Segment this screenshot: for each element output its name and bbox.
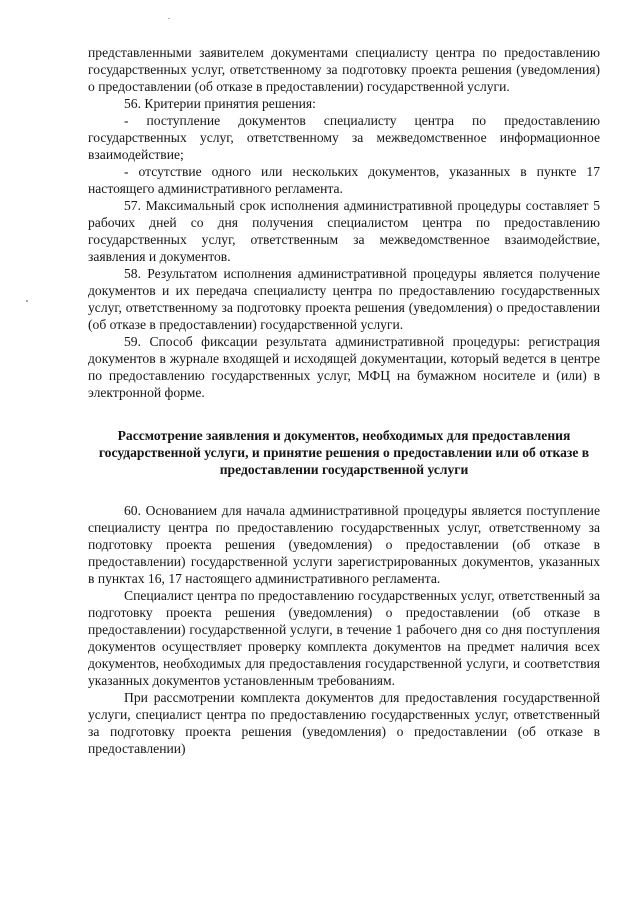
paragraph-56-item-2: - отсутствие одного или нескольких документов, указанных в пункте 17 настоящего административного регламента. [88, 164, 600, 196]
document-page [88, 44, 600, 757]
paragraph-57: 57. Максимальный срок исполнения административной процедуры составляет 5 рабочих дней со дня получения специалистом центра по предоставлению государственных услуг, ответственным за межведомственное взаимодействие, заявления и документов. [88, 198, 600, 264]
paragraph-56-title: 56. Критерии принятия решения: [124, 96, 316, 111]
paragraph-61: Специалист центра по предоставлению государственных услуг, ответственный за подготовку проекта решения (уведомления) о предоставлении (об отказе в предоставлении) государственной услуги, в течение 1 рабочего дня со дня поступления документов осуществляет проверку комплекта документов на предмет наличия всех документов, необходимых для предоставления государственной услуги, и соответствия указанных документов установленным требованиям. [88, 588, 600, 688]
paragraph-59: 59. Способ фиксации результата административной процедуры: регистрация документов в журнале входящей и исходящей документации, который ведется в центре по предоставлению государственных услуг, МФЦ на бумажном носителе и (или) в электронной форме. [88, 334, 600, 400]
paragraph-continuation: представленными заявителем документами специалисту центра по предоставлению государственных услуг, ответственному за подготовку проекта решения (уведомления) о предоставлении (об отказе в предоставлении) государственной услуги. [88, 45, 600, 94]
paragraph-56-item-1: - поступление документов специалисту центра по предоставлению государственных услуг, ответственному за межведомственное информационное взаимодействие; [88, 113, 600, 162]
scan-speck [26, 300, 28, 302]
paragraph-58: 58. Результатом исполнения административной процедуры является получение документов и их передача специалисту центра по предоставлению государственных услуг, ответственному за подготовку проекта решения (уведомления) о предоставлении (об отказе в предоставлении) государственной услуги. [88, 266, 600, 332]
paragraph-62: При рассмотрении комплекта документов для предоставления государственной услуги, специалист центра по предоставлению государственных услуг, ответственный за подготовку проекта решения (уведомления) о предоставлении (об отказе в предоставлении) [88, 690, 600, 756]
section-heading: Рассмотрение заявления и документов, необходимых для предоставления государственной услуги, и принятие решения о предоставлении или об отказе в предоставлении государственной услуги [98, 428, 590, 477]
scan-speck [168, 18, 170, 19]
paragraph-60: 60. Основанием для начала административной процедуры является поступление специалисту центра по предоставлению государственных услуг, ответственному за подготовку проекта решения (уведомления) о предоставлении (об отказе в предоставлении) государственной услуги зарегистрированных документов, указанных в пунктах 16, 17 настоящего административного регламента. [88, 503, 600, 586]
